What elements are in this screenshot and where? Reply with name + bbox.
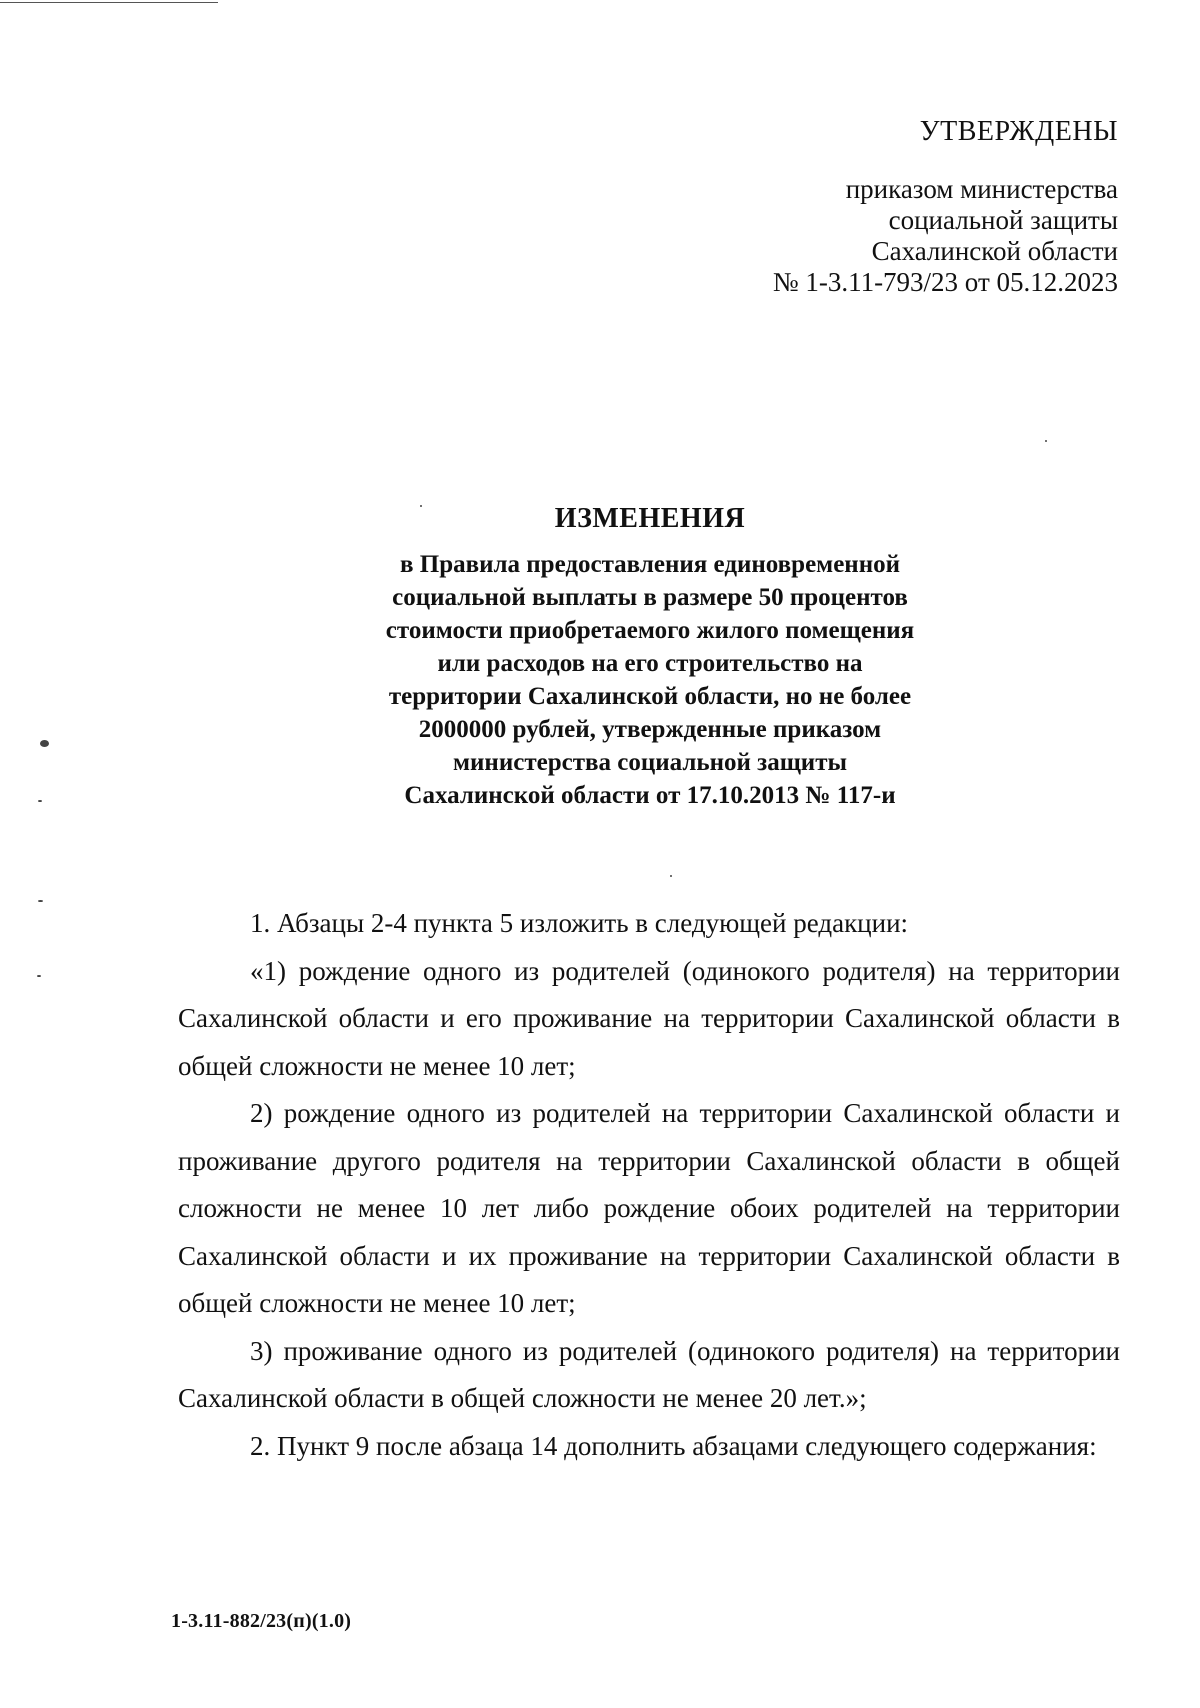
- approval-order-number: № 1-3.11-793/23 от 05.12.2023: [772, 267, 1118, 297]
- subtitle-line: территории Сахалинской области, но не более: [388, 683, 912, 710]
- scan-speck: [40, 740, 49, 747]
- paragraph-item-2: 2. Пункт 9 после абзаца 14 дополнить абзацами следующего содержания:: [250, 1430, 1097, 1461]
- paragraph-item-1: 1. Абзацы 2-4 пункта 5 изложить в следующей редакции:: [250, 908, 909, 938]
- document-code: 1-3.11-882/23(п)(1.0): [171, 1610, 352, 1632]
- subtitle-line: стоимости приобретаемого жилого помещения: [385, 617, 915, 644]
- scan-speck: [1045, 440, 1047, 442]
- subtitle-line: Сахалинской области от 17.10.2013 № 117-и: [404, 782, 896, 809]
- paragraph-subitem-3: 3) проживание одного из родителей (одинокого родителя) на территории Сахалинской области в общей сложности не менее 20 лет.»;: [178, 1335, 1120, 1413]
- subtitle-line: 2000000 рублей, утвержденные приказом: [418, 716, 882, 743]
- approval-line: Сахалинской области: [871, 236, 1118, 266]
- paragraph-subitem-2: 2) рождение одного из родителей на территории Сахалинской области и проживание другого родителя на территории Сахалинской области в общей сложности не менее 10 лет либо рождение обоих родителей на территории Сахалинской области и их проживание на территории Сахалинской области в общей сложности не менее 10 лет;: [178, 1098, 1120, 1318]
- approval-line: социальной защиты: [888, 205, 1118, 235]
- paragraph-subitem-1: «1) рождение одного из родителей (одинокого родителя) на территории Сахалинской области и его проживание на территории Сахалинской области в общей сложности не менее 10 лет;: [178, 955, 1120, 1081]
- document-body: [178, 900, 1120, 1470]
- subtitle-line: в Правила предоставления единовременной: [400, 551, 900, 578]
- title-block: [300, 502, 1000, 812]
- subtitle-line: или расходов на его строительство на: [437, 650, 863, 677]
- scan-speck: [670, 875, 672, 877]
- scan-edge-line: [0, 2, 218, 3]
- scan-speck: [38, 800, 42, 802]
- scan-speck: [38, 900, 43, 902]
- scan-speck: [37, 975, 41, 977]
- subtitle-line: министерства социальной защиты: [452, 749, 848, 776]
- subtitle-line: социальной выплаты в размере 50 процентов: [392, 584, 908, 611]
- approval-heading: УТВЕРЖДЕНЫ: [919, 116, 1118, 147]
- approval-block: [518, 112, 1118, 298]
- approval-line: приказом министерства: [845, 174, 1118, 204]
- document-title: ИЗМЕНЕНИЯ: [554, 503, 746, 534]
